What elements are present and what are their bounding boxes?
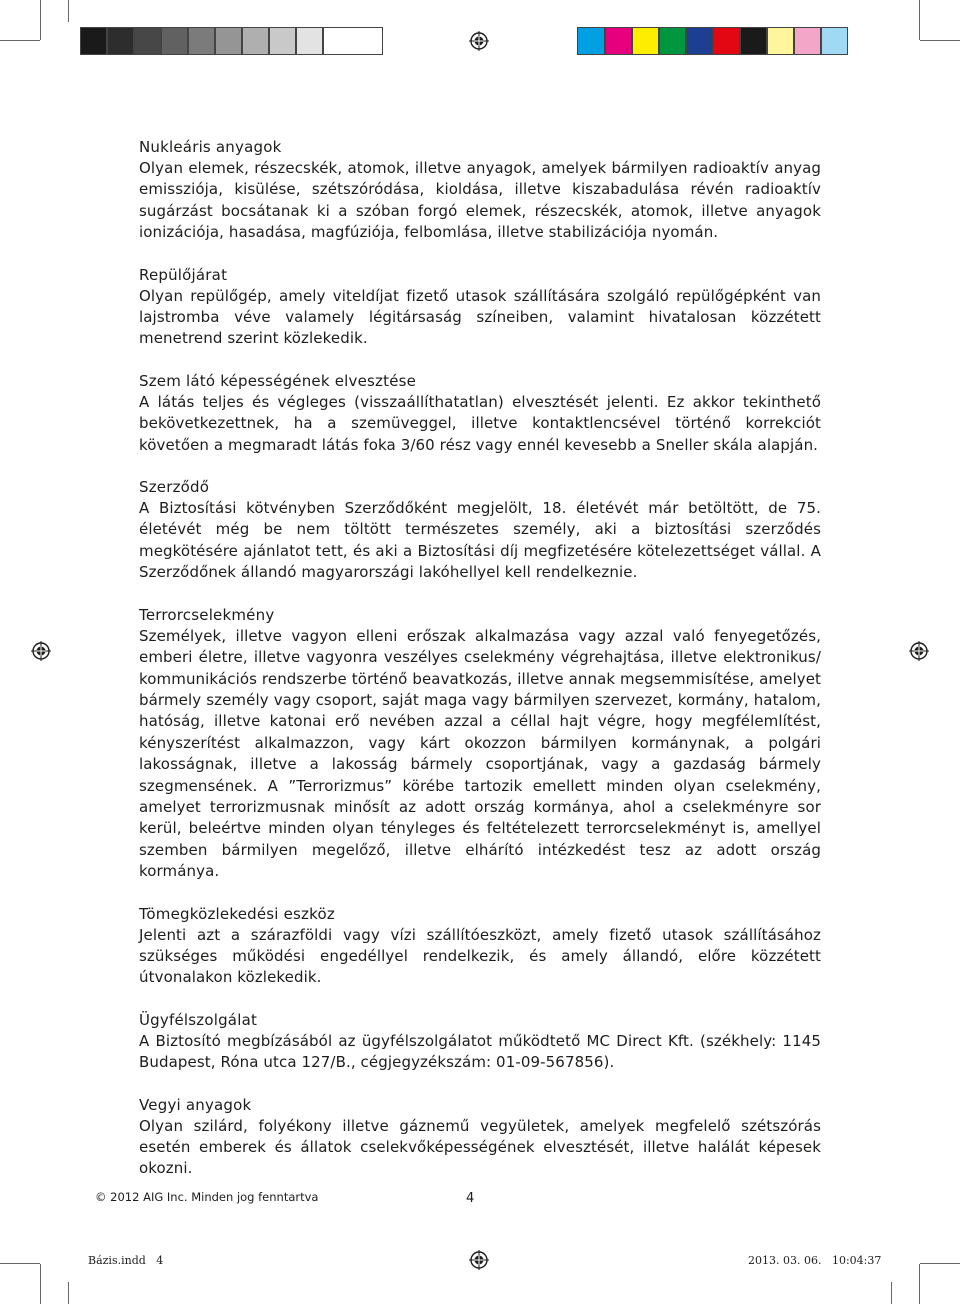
section-title: Terrorcselekmény bbox=[139, 605, 275, 624]
crop-mark bbox=[0, 40, 40, 41]
color-swatch bbox=[713, 27, 740, 55]
color-swatch bbox=[577, 27, 605, 55]
section-text: Olyan elemek, részecskék, atomok, illetve anyagok, amelyek bármilyen radioaktív anyag emissziója, kisülése, szétszóródása, kioldása, illetve kiszabadulása révén radioaktív sugárzást bocsátanak ki a szóban forgó elemek, részecskék, atomok, illetve anyagok ionizációja, hasadása, magfúziója, felbomlása, illetve stabilizációja nyomán. bbox=[139, 159, 821, 242]
color-swatch bbox=[80, 27, 107, 55]
crop-mark bbox=[919, 0, 920, 40]
color-swatch bbox=[269, 27, 296, 55]
section-title: Nukleáris anyagok bbox=[139, 138, 282, 156]
definition-section bbox=[139, 904, 821, 989]
section-text: A látás teljes és végleges (visszaállíthatatlan) elvesztését jelenti. Ez akkor tekinthető bekövetkezettnek, ha a szemüveggel, illetve kontaktlencsével történő korrekciót követően a megmaradt látás foka 3/60 rész vagy ennél kevesebb a Sneller skála alapján. bbox=[139, 392, 821, 454]
section-text: Személyek, illetve vagyon elleni erőszak alkalmazása vagy azzal való fenyegetőzés, emberi életre, illetve vagyonra veszélyes cselekmény végrehajtása, illetve elektronikus/ kommunikációs rendszerbe történő beavatkozás, illetve annak megsemmisítése, amelyet bármely személy vagy csoport, saját maga vagy bármilyen szervezet, kormány, hatalom, hatóság, illetve katonai erő nevében azzal a céllal hajt végre, hogy megfélemlítést, kényszerítést alkalmazzon, vagy kárt okozzon bármilyen kormánynak, a polgári lakosságnak, illetve a lakosság bármely csoportjának, vagy a gazdaság bármely szegmensének. A ”Terrorizmus” körébe tartozik emellett minden olyan cselekmény, amelyet terrorizmusnak minősít az adott ország kormánya, ahol a cselekményre sor kerül, beleértve minden olyan tényleges és feltételezett terrorcselekményt is, amellyel szemben bármilyen megelőző, illetve elhárító intézkedést tesz az adott ország kormánya. bbox=[139, 626, 821, 881]
definitions-list bbox=[139, 137, 821, 1201]
section-title: Vegyi anyagok bbox=[139, 1095, 252, 1114]
crop-mark bbox=[891, 1282, 892, 1304]
color-swatch bbox=[242, 27, 269, 55]
crop-mark bbox=[920, 40, 960, 41]
color-swatch bbox=[605, 27, 632, 55]
section-title: Szerződő bbox=[139, 478, 210, 497]
section-text: Olyan repülőgép, amely viteldíjat fizető utasok szállítására szolgáló repülőgépként van lajstromba véve valamely légitársaság színeiben, valamint hivatalosan közzétett menetrend szerint közlekedik. bbox=[139, 286, 821, 348]
section-title: Tömegközlekedési eszköz bbox=[139, 904, 335, 923]
color-swatch bbox=[686, 27, 713, 55]
section-title: Ügyfélszolgálat bbox=[139, 1010, 258, 1029]
definition-section bbox=[139, 265, 821, 350]
color-swatch bbox=[659, 27, 686, 55]
registration-mark-icon bbox=[469, 1250, 489, 1270]
section-text: Olyan szilárd, folyékony illetve gáznemű vegyületek, amelyek megfelelő szétszórás esetén emberek és állatok cselekvőképességének elvesztését, illetve halálát képesek okozni. bbox=[139, 1116, 821, 1178]
section-title: Szem látó képességének elvesztése bbox=[139, 371, 417, 390]
color-swatch bbox=[134, 27, 161, 55]
section-title: Repülőjárat bbox=[139, 265, 228, 284]
registration-mark-icon bbox=[909, 641, 929, 661]
crop-mark bbox=[68, 1282, 69, 1304]
page-number: 4 bbox=[466, 1191, 475, 1206]
definition-section bbox=[139, 1010, 821, 1074]
color-swatch bbox=[821, 27, 848, 55]
slug-filename: Bázis.indd 4 bbox=[88, 1254, 164, 1267]
slug-timestamp: 2013. 03. 06. 10:04:37 bbox=[748, 1254, 882, 1267]
section-text: A Biztosítási kötvényben Szerződőként megjelölt, 18. életévét már betöltött, de 75. életévét még be nem töltött természetes személy, aki a biztosítási szerződés megkötésére ajánlatot tett, és aki a Biztosítási díj megfizetésére kötelezettséget vállal. A Szerződőnek állandó magyarországi lakóhellyel kell rendelkeznie. bbox=[139, 499, 821, 582]
definition-section bbox=[139, 1095, 821, 1180]
registration-mark-icon bbox=[469, 31, 489, 51]
definition-section bbox=[139, 477, 821, 584]
color-swatch bbox=[767, 27, 794, 55]
color-swatch bbox=[161, 27, 188, 55]
section-text: Jelenti azt a szárazföldi vagy vízi szállítóeszközt, amely fizető utasok szállításához szükséges működési engedéllyel rendelkezik, és amely állandó, előre közzétett útvonalakon közlekedik. bbox=[139, 925, 821, 987]
color-swatch bbox=[740, 27, 767, 55]
crop-mark bbox=[40, 1264, 41, 1304]
color-swatch bbox=[296, 27, 323, 55]
crop-mark bbox=[40, 0, 41, 40]
color-swatch bbox=[215, 27, 242, 55]
color-swatch bbox=[632, 27, 659, 55]
registration-mark-icon bbox=[31, 641, 51, 661]
crop-mark bbox=[0, 1263, 40, 1264]
color-swatch bbox=[188, 27, 215, 55]
color-swatch bbox=[794, 27, 821, 55]
color-swatch bbox=[107, 27, 134, 55]
definition-section bbox=[139, 371, 821, 456]
copyright-notice: © 2012 AIG Inc. Minden jog fenntartva bbox=[95, 1190, 319, 1204]
definition-section bbox=[139, 137, 821, 244]
crop-mark bbox=[919, 1264, 920, 1304]
definition-section bbox=[139, 605, 821, 883]
section-text: A Biztosító megbízásából az ügyfélszolgálatot működtető MC Direct Kft. (székhely: 1145 Budapest, Róna utca 127/B., cégjegyzékszám: 01-09-567856). bbox=[139, 1031, 821, 1072]
color-swatch bbox=[323, 27, 383, 55]
crop-mark bbox=[68, 0, 69, 22]
crop-mark bbox=[920, 1263, 960, 1264]
